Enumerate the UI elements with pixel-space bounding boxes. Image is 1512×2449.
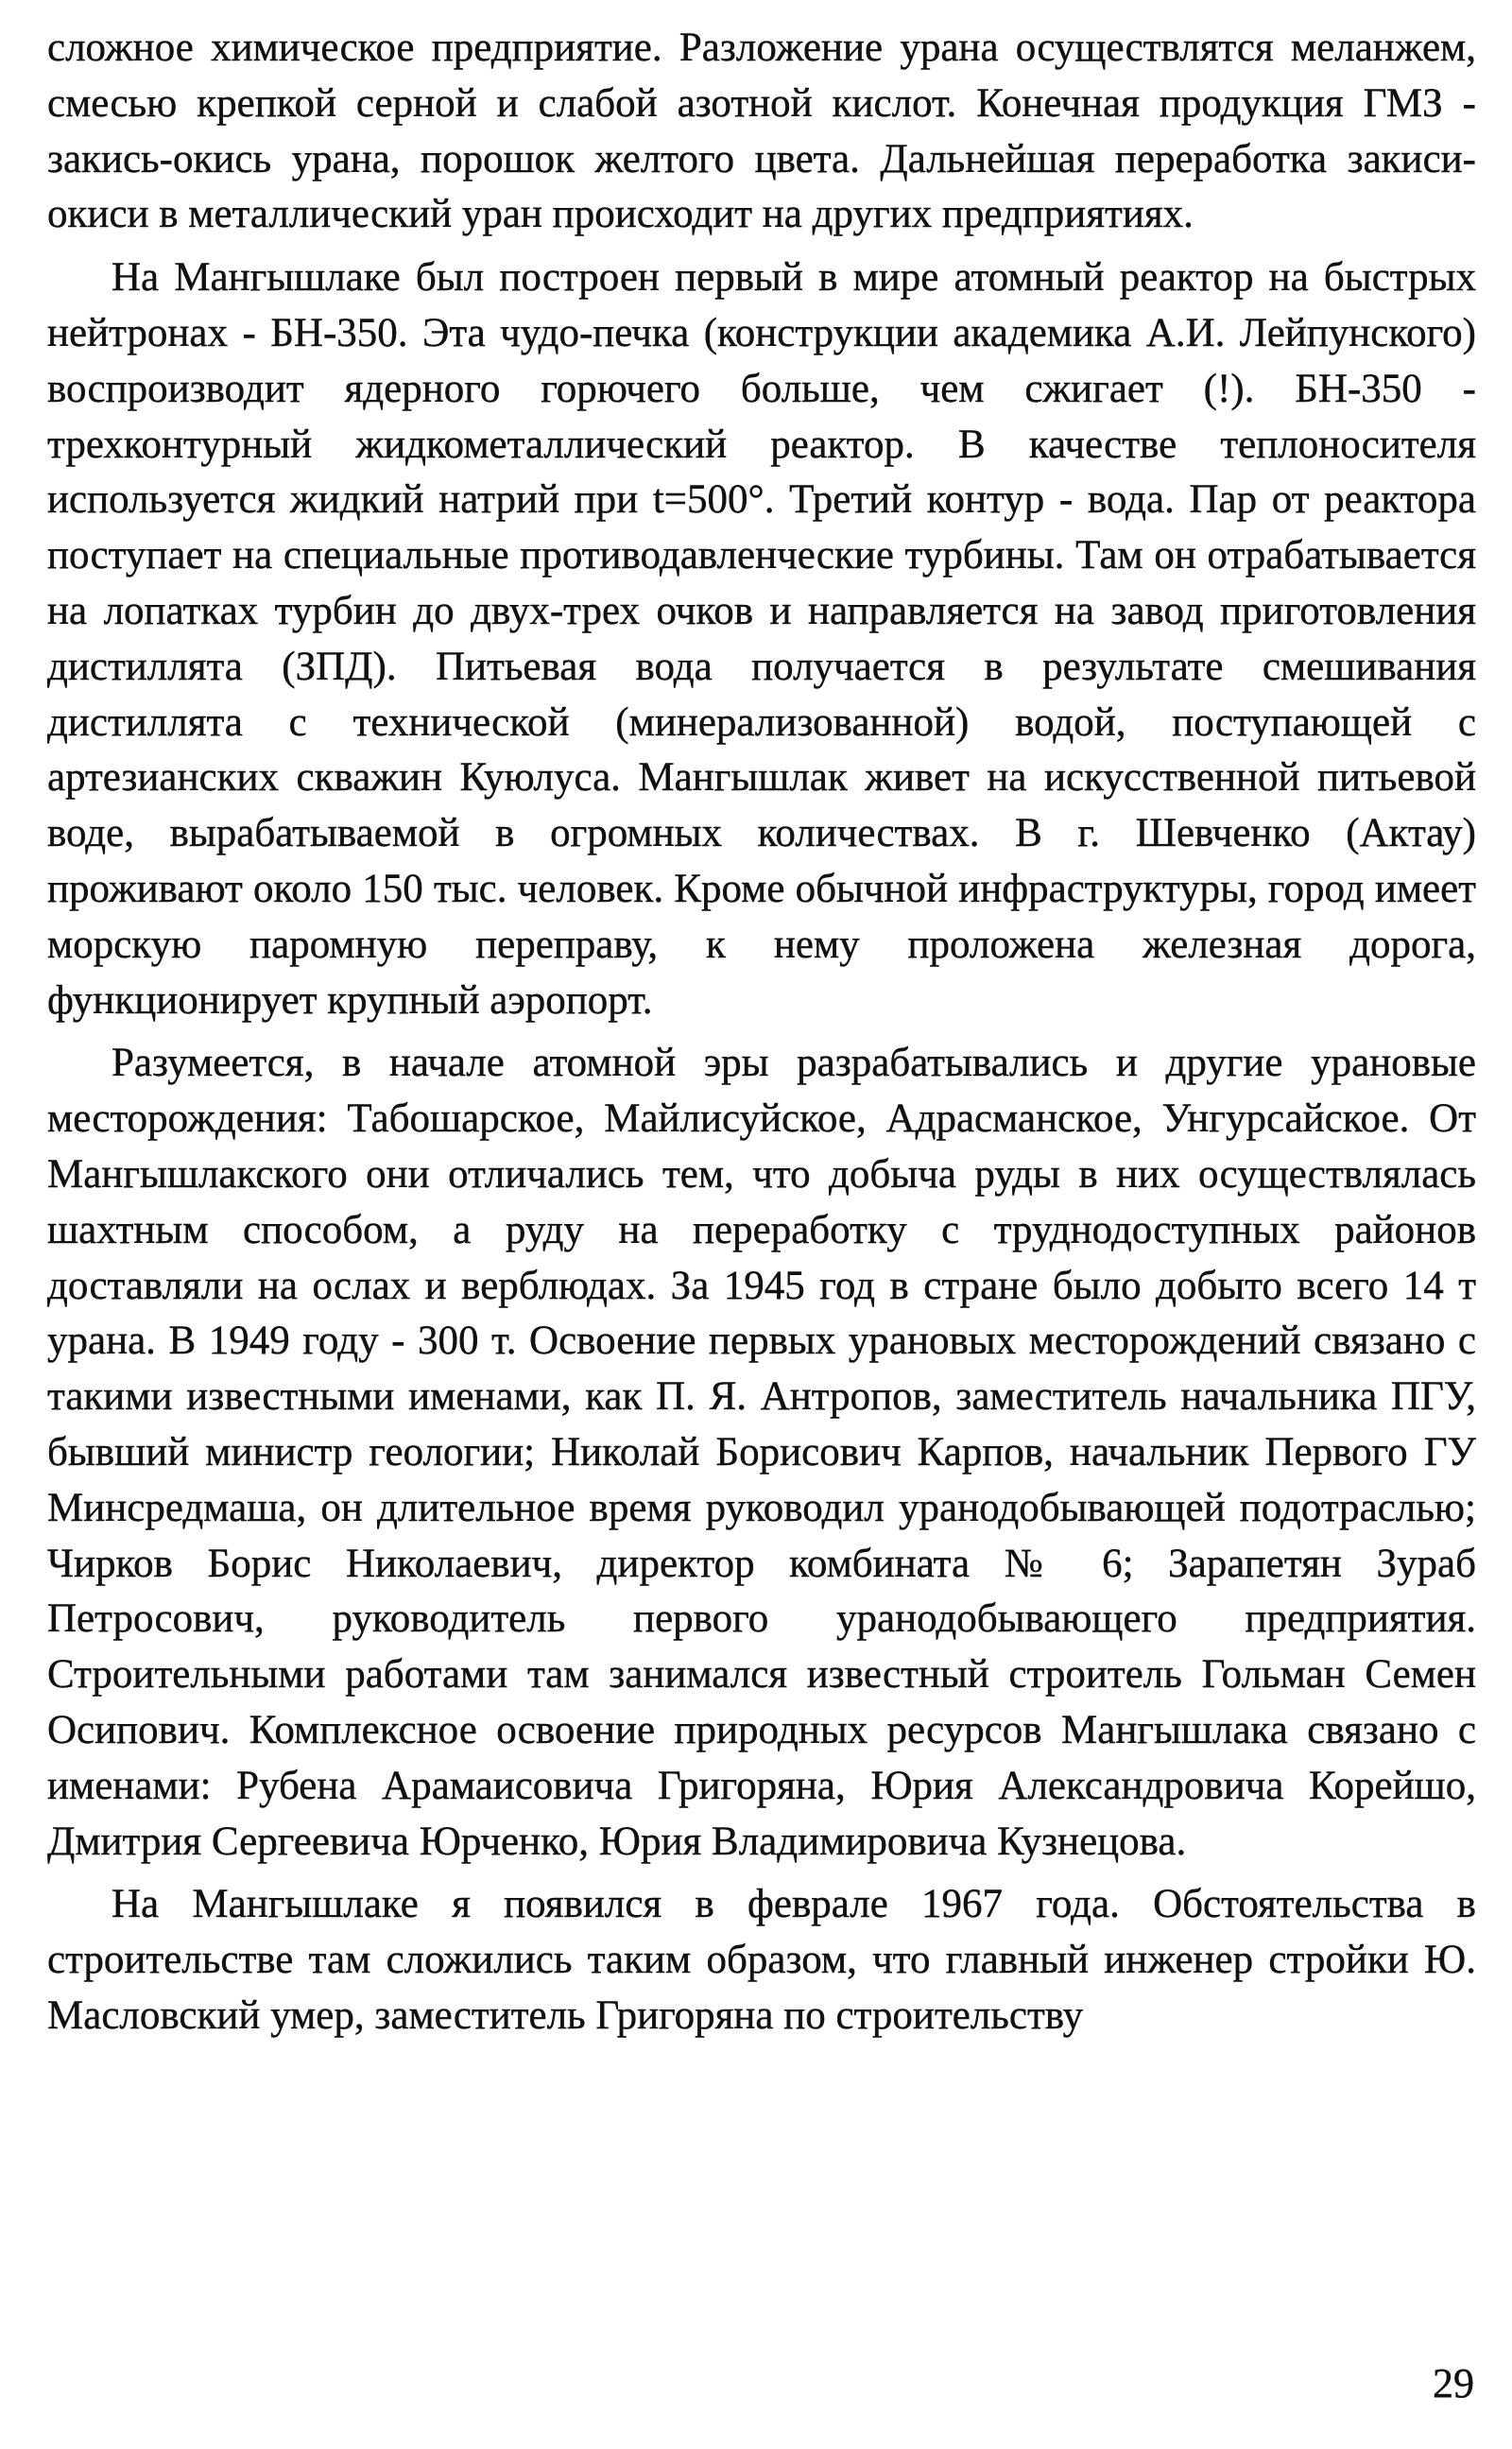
paragraph-continuation: сложное химическое предприятие. Разложение урана осуществлятся меланжем, смесью крепкой серной и слабой азотной кислот. Конечная продукция ГМЗ - закись-окись урана, порошок желтого цвета. Дальнейшая переработка закиси-окиси в металлический уран происходит на других предприятиях.: [47, 26, 1476, 237]
body-text: [47, 21, 1476, 2044]
page-number: 29: [1433, 2360, 1474, 2406]
paragraph-arrival: На Мангышлаке я появился в феврале 1967 года. Обстоятельства в строительстве там сложились таким образом, что главный инженер стройки Ю. Масловский умер, заместитель Григоряна по строительству: [47, 1882, 1476, 2038]
paragraph-deposits: Разумеется, в начале атомной эры разрабатывались и другие урановые месторождения: Табошарское, Майлисуйское, Адрасманское, Унгурсайское. От Мангышлакского они отличались тем, что добыча руды в них осуществлялась шахтным способом, а руду на переработку с труднодоступных районов доставляли на ослах и верблюдах. За 1945 год в стране было добыто всего 14 т урана. В 1949 году - 300 т. Освоение первых урановых месторождений связано с такими известными именами, как П. Я. Антропов, заместитель начальника ПГУ, бывший министр геологии; Николай Борисович Карпов, начальник Первого ГУ Минсредмаша, он длительное время руководил уранодобывающей подотраслью; Чирков Борис Николаевич, директор комбината № 6; Зарапетян Зураб Петросович, руководитель первого уранодобывающего предприятия. Строительными работами там занимался известный строитель Гольман Семен Осипович. Комплексное освоение природных ресурсов Мангышлака связано с именами: Рубена Арамаисовича Григоряна, Юрия Александровича Корейшо, Дмитрия Сергеевича Юрченко, Юрия Владимировича Кузнецова.: [47, 1041, 1476, 1864]
paragraph-reactor: На Мангышлаке был построен первый в мире атомный реактор на быстрых нейтронах - БН-350. Эта чудо-печка (конструкции академика А.И. Лейпунского) воспроизводит ядерного горючего больше, чем сжигает (!). БН-350 - трехконтурный жидкометаллический реактор. В качестве теплоносителя используется жидкий натрий при t=500°. Третий контур - вода. Пар от реактора поступает на специальные противодавленческие турбины. Там он отрабатывается на лопатках турбин до двух-трех очков и направляется на завод приготовления дистиллята (ЗПД). Питьевая вода получается в результате смешивания дистиллята с технической (минерализованной) водой, поступающей с артезианских скважин Куюлуса. Мангышлак живет на искусственной питьевой воде, вырабатываемой в огромных количествах. В г. Шевченко (Актау) проживают около 150 тыс. человек. Кроме обычной инфраструктуры, город имеет морскую паромную переправу, к нему проложена железная дорога, функционирует крупный аэропорт.: [47, 255, 1476, 1023]
